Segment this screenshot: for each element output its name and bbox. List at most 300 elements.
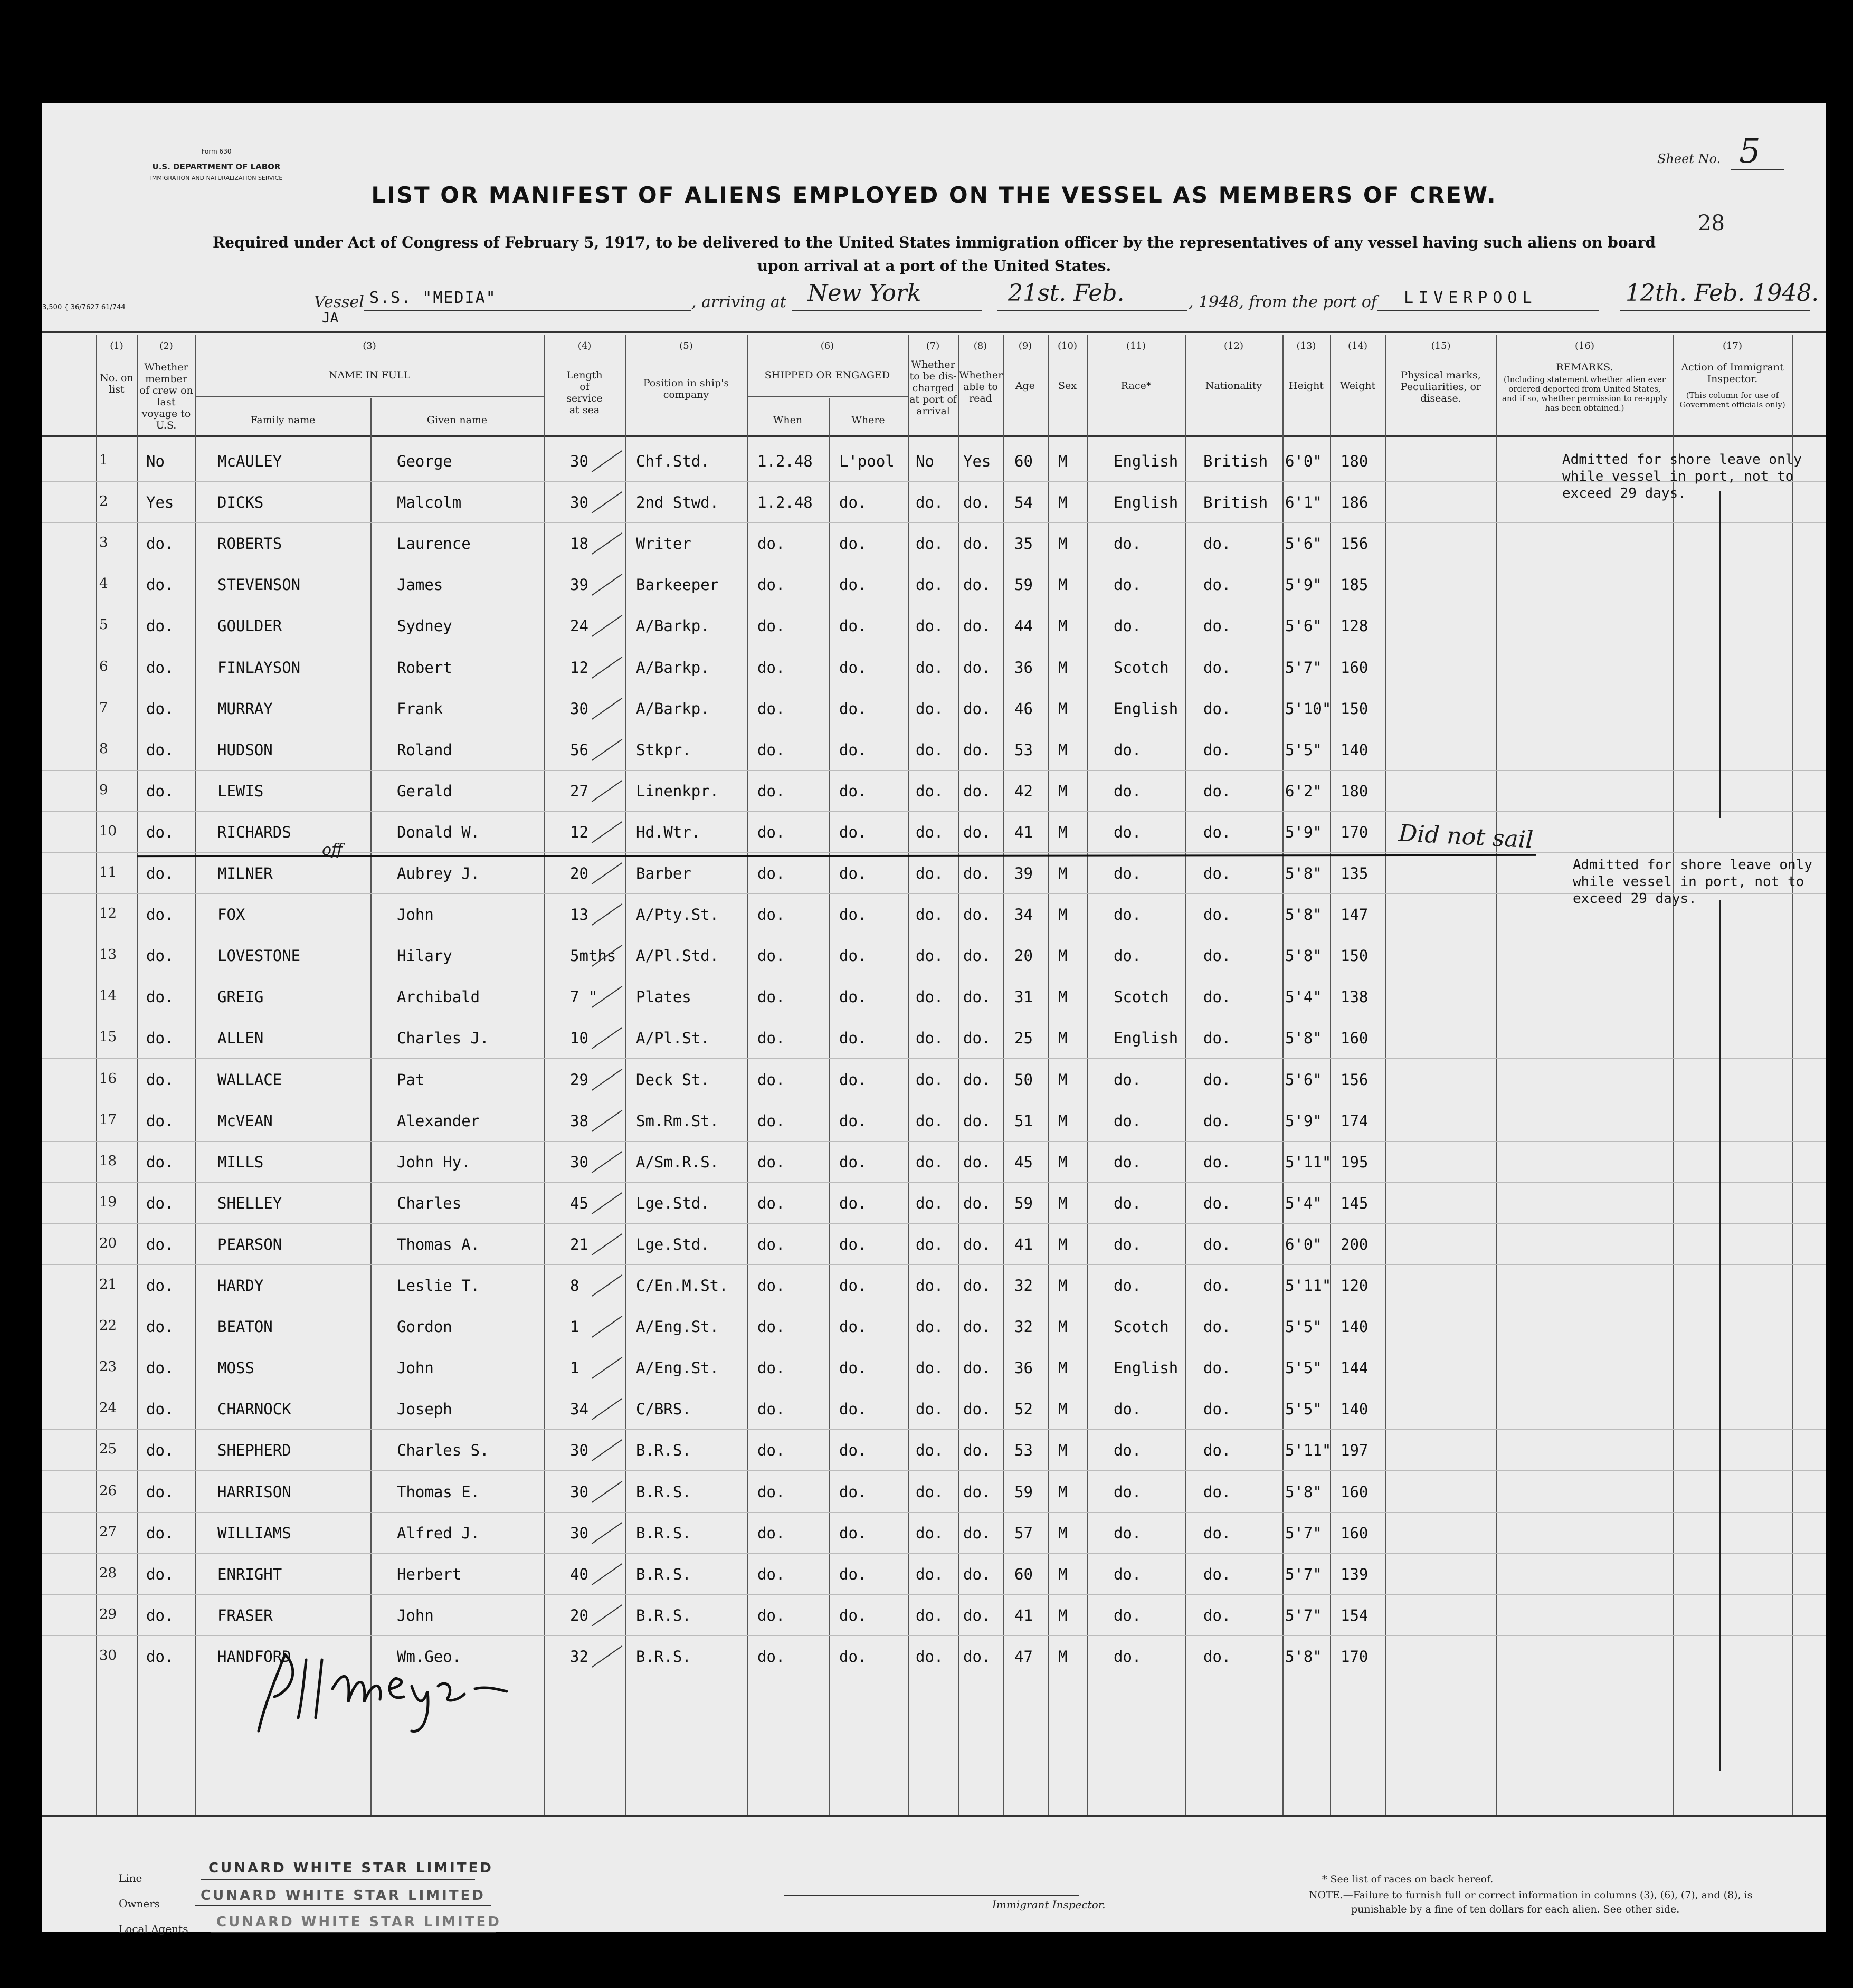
col-num: (15) <box>1431 340 1451 351</box>
when-cell: do. <box>757 1112 785 1130</box>
tally-mark <box>592 1357 622 1379</box>
where-cell: do. <box>839 782 867 800</box>
age-cell: 36 <box>1014 1359 1033 1377</box>
crew-cell: No <box>146 452 165 470</box>
weight-cell: 174 <box>1341 1112 1369 1130</box>
header-when: When <box>773 414 803 426</box>
inspector-label: Immigrant Inspector. <box>992 1898 1106 1911</box>
weight-cell: 156 <box>1341 535 1369 553</box>
height-cell: 5'8" <box>1285 906 1322 924</box>
service-cell: 1 <box>570 1318 579 1336</box>
nationality-cell: British <box>1203 452 1268 470</box>
col-num: (10) <box>1058 340 1077 351</box>
crew-cell: do. <box>146 576 174 594</box>
service-cell: 5mths <box>570 947 616 965</box>
crew-cell: do. <box>146 1565 174 1583</box>
rownum: 27 <box>99 1524 117 1540</box>
where-cell: do. <box>839 1194 867 1212</box>
agents-company: CUNARD WHITE STAR LIMITED <box>216 1914 501 1930</box>
when-cell: do. <box>757 741 785 759</box>
rownum: 23 <box>99 1359 117 1375</box>
weight-cell: 180 <box>1341 782 1369 800</box>
subtitle-line-1: Required under Act of Congress of February 5, 1917, to be delivered to the United States immigration officer by the representatives of any vessel having such aliens on board <box>213 234 1656 251</box>
tally-mark <box>592 1151 622 1173</box>
given-name-cell: Charles S. <box>397 1441 489 1459</box>
table-row <box>42 812 1826 853</box>
discharge-cell: do. <box>916 1318 944 1336</box>
table-row <box>42 1142 1826 1183</box>
tally-mark <box>592 903 622 926</box>
weight-cell: 154 <box>1341 1606 1369 1624</box>
nationality-cell: do. <box>1203 1648 1231 1666</box>
arriving-label: , arriving at <box>691 293 786 311</box>
position-cell: A/Eng.St. <box>636 1318 719 1336</box>
position-cell: Hd.Wtr. <box>636 823 701 841</box>
age-cell: 42 <box>1014 782 1033 800</box>
race-cell: do. <box>1114 906 1142 924</box>
height-cell: 5'9" <box>1285 1112 1322 1130</box>
header-sex: Sex <box>1058 380 1077 392</box>
table-row <box>42 1347 1826 1388</box>
col-num: (11) <box>1126 340 1146 351</box>
height-cell: 5'9" <box>1285 823 1322 841</box>
height-cell: 5'7" <box>1285 1524 1322 1542</box>
discharge-cell: do. <box>916 700 944 718</box>
crew-cell: do. <box>146 659 174 677</box>
sex-cell: M <box>1058 906 1068 924</box>
nationality-cell: do. <box>1203 864 1231 882</box>
race-cell: do. <box>1114 617 1142 635</box>
read-cell: do. <box>963 1606 991 1624</box>
given-name-cell: Alexander <box>397 1112 480 1130</box>
given-name-cell: Charles J. <box>397 1029 489 1047</box>
service-cell: 7 " <box>570 988 598 1006</box>
weight-cell: 140 <box>1341 1400 1369 1418</box>
crew-cell: do. <box>146 1277 174 1295</box>
sex-cell: M <box>1058 1648 1068 1666</box>
given-name-cell: Thomas A. <box>397 1235 480 1253</box>
when-cell: do. <box>757 535 785 553</box>
given-name-cell: Alfred J. <box>397 1524 480 1542</box>
table-row <box>42 564 1826 605</box>
height-cell: 5'5" <box>1285 1359 1322 1377</box>
read-cell: do. <box>963 1235 991 1253</box>
header-discharged: Whether to be dis- charged at port of arrival <box>909 359 957 417</box>
service-cell: 30 <box>570 452 588 470</box>
tally-mark <box>592 1563 622 1585</box>
family-name-cell: MILLS <box>217 1153 264 1171</box>
sex-cell: M <box>1058 700 1068 718</box>
given-name-cell: Leslie T. <box>397 1277 480 1295</box>
read-cell: do. <box>963 1318 991 1336</box>
when-cell: 1.2.48 <box>757 452 813 470</box>
where-cell: do. <box>839 1235 867 1253</box>
family-name-cell: LOVESTONE <box>217 947 301 965</box>
family-name-cell: WILLIAMS <box>217 1524 291 1542</box>
signature <box>253 1639 596 1744</box>
header-height: Height <box>1289 380 1324 392</box>
position-cell: A/Sm.R.S. <box>636 1153 719 1171</box>
sex-cell: M <box>1058 1277 1068 1295</box>
weight-cell: 160 <box>1341 659 1369 677</box>
when-cell: 1.2.48 <box>757 493 813 511</box>
table-row <box>42 688 1826 729</box>
discharge-cell: do. <box>916 1359 944 1377</box>
sheet-number: 5 <box>1739 132 1761 171</box>
read-cell: do. <box>963 1112 991 1130</box>
crew-cell: do. <box>146 1648 174 1666</box>
when-cell: do. <box>757 1606 785 1624</box>
crew-cell: do. <box>146 1235 174 1253</box>
crew-cell: do. <box>146 700 174 718</box>
read-cell: do. <box>963 493 991 511</box>
table-row <box>42 1183 1826 1224</box>
position-cell: B.R.S. <box>636 1648 691 1666</box>
race-cell: English <box>1114 452 1179 470</box>
header-weight: Weight <box>1339 380 1376 392</box>
given-name-cell: Wm.Geo. <box>397 1648 462 1666</box>
discharge-cell: do. <box>916 1606 944 1624</box>
tally-mark <box>592 1027 622 1049</box>
when-cell: do. <box>757 1318 785 1336</box>
service-cell: 30 <box>570 1524 588 1542</box>
sex-cell: M <box>1058 493 1068 511</box>
weight-cell: 186 <box>1341 493 1369 511</box>
crew-cell: do. <box>146 1029 174 1047</box>
discharge-cell: do. <box>916 1194 944 1212</box>
weight-cell: 128 <box>1341 617 1369 635</box>
crew-cell: do. <box>146 1606 174 1624</box>
age-cell: 53 <box>1014 741 1033 759</box>
position-cell: Deck St. <box>636 1071 710 1089</box>
read-cell: do. <box>963 1648 991 1666</box>
race-cell: Scotch <box>1114 1318 1169 1336</box>
col-num: (5) <box>679 340 693 351</box>
read-cell: do. <box>963 576 991 594</box>
page-title: LIST OR MANIFEST OF ALIENS EMPLOYED ON THE VESSEL AS MEMBERS OF CREW. <box>371 182 1497 208</box>
service-cell: 30 <box>570 1441 588 1459</box>
service-cell: 32 <box>570 1648 588 1666</box>
sex-cell: M <box>1058 1441 1068 1459</box>
when-cell: do. <box>757 1400 785 1418</box>
rownum: 3 <box>99 535 108 550</box>
where-cell: do. <box>839 1029 867 1047</box>
when-cell: do. <box>757 1483 785 1501</box>
given-name-cell: Gordon <box>397 1318 452 1336</box>
position-cell: A/Pl.Std. <box>636 947 719 965</box>
service-cell: 27 <box>570 782 588 800</box>
race-cell: do. <box>1114 1606 1142 1624</box>
age-cell: 34 <box>1014 906 1033 924</box>
age-cell: 36 <box>1014 659 1033 677</box>
col-num: (13) <box>1296 340 1316 351</box>
header-shipped: SHIPPED OR ENGAGED <box>764 369 890 381</box>
table-row <box>42 1265 1826 1306</box>
when-cell: do. <box>757 1277 785 1295</box>
given-name-cell: Roland <box>397 741 452 759</box>
arrival-port: New York <box>807 280 921 307</box>
table-row <box>42 729 1826 771</box>
height-cell: 6'0" <box>1285 452 1322 470</box>
weight-cell: 138 <box>1341 988 1369 1006</box>
sex-cell: M <box>1058 947 1068 965</box>
col-num: (6) <box>820 340 834 351</box>
rownum: 12 <box>99 906 117 921</box>
nationality-cell: do. <box>1203 823 1231 841</box>
departure-date: 12th. Feb. 1948. <box>1626 280 1819 307</box>
family-name-cell: ALLEN <box>217 1029 264 1047</box>
service-cell: 8 <box>570 1277 579 1295</box>
given-name-cell: Joseph <box>397 1400 452 1418</box>
family-name-cell: ROBERTS <box>217 535 282 553</box>
family-name-cell: FRASER <box>217 1606 273 1624</box>
col-num: (1) <box>110 340 123 351</box>
weight-cell: 140 <box>1341 741 1369 759</box>
sex-cell: M <box>1058 1483 1068 1501</box>
position-cell: Lge.Std. <box>636 1194 710 1212</box>
crew-cell: do. <box>146 1112 174 1130</box>
when-cell: do. <box>757 1071 785 1089</box>
race-cell: do. <box>1114 1565 1142 1583</box>
when-cell: do. <box>757 1359 785 1377</box>
service-cell: 30 <box>570 1483 588 1501</box>
print-code: 3,500 { 36/7627 61/744 <box>42 303 126 311</box>
service-cell: 21 <box>570 1235 588 1253</box>
service-cell: 38 <box>570 1112 588 1130</box>
discharge-cell: do. <box>916 1277 944 1295</box>
age-cell: 45 <box>1014 1153 1033 1171</box>
family-name-cell: STEVENSON <box>217 576 301 594</box>
read-cell: do. <box>963 1071 991 1089</box>
crew-cell: do. <box>146 535 174 553</box>
given-name-cell: Charles <box>397 1194 462 1212</box>
tally-mark <box>592 780 622 802</box>
header-remarks: REMARKS. <box>1556 362 1613 373</box>
service-cell: 30 <box>570 700 588 718</box>
service-cell: 13 <box>570 906 588 924</box>
rownum: 15 <box>99 1029 117 1045</box>
discharge-cell: do. <box>916 1235 944 1253</box>
given-name-cell: Malcolm <box>397 493 462 511</box>
age-cell: 41 <box>1014 1606 1033 1624</box>
height-cell: 5'5" <box>1285 1400 1322 1418</box>
tally-mark <box>592 739 622 761</box>
nationality-cell: British <box>1203 493 1268 511</box>
position-cell: B.R.S. <box>636 1441 691 1459</box>
family-name-cell: HARDY <box>217 1277 264 1295</box>
family-name-cell: CHARNOCK <box>217 1400 291 1418</box>
given-name-cell: Laurence <box>397 535 471 553</box>
family-name-cell: LEWIS <box>217 782 264 800</box>
sex-cell: M <box>1058 1194 1068 1212</box>
discharge-cell: do. <box>916 1153 944 1171</box>
crew-cell: do. <box>146 1071 174 1089</box>
when-cell: do. <box>757 1235 785 1253</box>
race-cell: Scotch <box>1114 988 1169 1006</box>
when-cell: do. <box>757 906 785 924</box>
owners-company: CUNARD WHITE STAR LIMITED <box>201 1888 486 1904</box>
agents-label: Local Agents <box>119 1923 188 1935</box>
race-cell: do. <box>1114 864 1142 882</box>
rownum: 29 <box>99 1606 117 1622</box>
race-cell: do. <box>1114 741 1142 759</box>
race-cell: do. <box>1114 1524 1142 1542</box>
position-cell: Chf.Std. <box>636 452 710 470</box>
family-name-cell: SHEPHERD <box>217 1441 291 1459</box>
sex-cell: M <box>1058 1565 1068 1583</box>
position-cell: A/Pl.St. <box>636 1029 710 1047</box>
rownum: 6 <box>99 659 108 674</box>
table-row <box>42 976 1826 1017</box>
given-name-cell: Donald W. <box>397 823 480 841</box>
height-cell: 5'5" <box>1285 1318 1322 1336</box>
crew-cell: do. <box>146 1359 174 1377</box>
height-cell: 5'6" <box>1285 1071 1322 1089</box>
given-name-cell: Pat <box>397 1071 425 1089</box>
header-nationality: Nationality <box>1205 380 1262 392</box>
manifest-sheet <box>42 103 1826 1935</box>
col-num: (9) <box>1018 340 1032 351</box>
rownum: 16 <box>99 1071 117 1087</box>
nationality-cell: do. <box>1203 1524 1231 1542</box>
nationality-cell: do. <box>1203 1400 1231 1418</box>
where-cell: do. <box>839 1071 867 1089</box>
col-num: (14) <box>1348 340 1367 351</box>
family-name-cell: McAULEY <box>217 452 282 470</box>
sex-cell: M <box>1058 576 1068 594</box>
age-cell: 41 <box>1014 1235 1033 1253</box>
header-age: Age <box>1015 380 1035 392</box>
crew-cell: do. <box>146 1524 174 1542</box>
when-cell: do. <box>757 1441 785 1459</box>
crew-cell: do. <box>146 741 174 759</box>
header-remarks-note: (Including statement whether alien ever ordered deported from United States, and if so, whether permission to re-apply has been obtained.) <box>1502 375 1667 413</box>
tally-mark <box>592 1316 622 1338</box>
where-cell: do. <box>839 741 867 759</box>
height-cell: 5'8" <box>1285 1029 1322 1047</box>
weight-cell: 144 <box>1341 1359 1369 1377</box>
nationality-cell: do. <box>1203 535 1231 553</box>
discharge-cell: do. <box>916 1441 944 1459</box>
rownum: 21 <box>99 1277 117 1292</box>
age-cell: 59 <box>1014 1194 1033 1212</box>
when-cell: do. <box>757 864 785 882</box>
weight-cell: 140 <box>1341 1318 1369 1336</box>
race-cell: do. <box>1114 1071 1142 1089</box>
table-row <box>42 1059 1826 1100</box>
age-cell: 39 <box>1014 864 1033 882</box>
table-row <box>42 1306 1826 1347</box>
read-cell: do. <box>963 782 991 800</box>
rownum: 2 <box>99 493 108 509</box>
race-cell: do. <box>1114 1277 1142 1295</box>
header-action: Action of Immigrant Inspector. <box>1681 362 1784 385</box>
weight-cell: 195 <box>1341 1153 1369 1171</box>
position-cell: A/Barkp. <box>636 700 710 718</box>
discharge-cell: No <box>916 452 934 470</box>
position-cell: Linenkpr. <box>636 782 719 800</box>
position-cell: Writer <box>636 535 691 553</box>
col-num: (3) <box>363 340 376 351</box>
subtitle-line-2: upon arrival at a port of the United States. <box>757 257 1111 274</box>
height-cell: 6'1" <box>1285 493 1322 511</box>
family-name-cell: GREIG <box>217 988 264 1006</box>
table-row <box>42 441 1826 482</box>
weight-cell: 139 <box>1341 1565 1369 1583</box>
age-cell: 46 <box>1014 700 1033 718</box>
header-where: Where <box>851 414 885 426</box>
tally-mark <box>592 532 622 555</box>
where-cell: do. <box>839 617 867 635</box>
tally-mark <box>592 1398 622 1420</box>
col-num: (2) <box>159 340 173 351</box>
row10-off-note: off <box>322 841 343 859</box>
given-name-cell: Sydney <box>397 617 452 635</box>
height-cell: 5'8" <box>1285 1483 1322 1501</box>
discharge-cell: do. <box>916 1029 944 1047</box>
rownum: 30 <box>99 1648 117 1663</box>
table-row <box>42 1513 1826 1554</box>
col-num: (17) <box>1723 340 1742 351</box>
where-cell: do. <box>839 659 867 677</box>
remarks-admit-1: Admitted for shore leave only while vessel in port, not to exceed 29 days. <box>1562 452 1802 501</box>
family-name-cell: MURRAY <box>217 700 273 718</box>
position-cell: Plates <box>636 988 691 1006</box>
tally-mark <box>592 821 622 843</box>
nationality-cell: do. <box>1203 782 1231 800</box>
weight-cell: 160 <box>1341 1483 1369 1501</box>
sex-cell: M <box>1058 823 1068 841</box>
when-cell: do. <box>757 1565 785 1583</box>
vessel-code: JA <box>322 310 339 326</box>
race-cell: English <box>1114 493 1179 511</box>
weight-cell: 145 <box>1341 1194 1369 1212</box>
read-cell: do. <box>963 823 991 841</box>
sheet-label: Sheet No. <box>1657 151 1721 166</box>
race-cell: do. <box>1114 1194 1142 1212</box>
discharge-cell: do. <box>916 947 944 965</box>
weight-cell: 147 <box>1341 906 1369 924</box>
tally-mark <box>592 1522 622 1544</box>
read-cell: do. <box>963 1153 991 1171</box>
height-cell: 5'8" <box>1285 1648 1322 1666</box>
read-cell: Yes <box>963 452 991 470</box>
age-cell: 32 <box>1014 1277 1033 1295</box>
when-cell: do. <box>757 947 785 965</box>
position-cell: Lge.Std. <box>636 1235 710 1253</box>
read-cell: do. <box>963 617 991 635</box>
year-from-label: , 1948, from the port of <box>1189 293 1377 311</box>
nationality-cell: do. <box>1203 1483 1231 1501</box>
age-cell: 25 <box>1014 1029 1033 1047</box>
rownum: 18 <box>99 1153 117 1169</box>
read-cell: do. <box>963 947 991 965</box>
nationality-cell: do. <box>1203 659 1231 677</box>
where-cell: do. <box>839 1277 867 1295</box>
crew-cell: do. <box>146 988 174 1006</box>
family-name-cell: SHELLEY <box>217 1194 282 1212</box>
table-row <box>42 1471 1826 1513</box>
height-cell: 5'6" <box>1285 617 1322 635</box>
nationality-cell: do. <box>1203 1565 1231 1583</box>
family-name-cell: MOSS <box>217 1359 254 1377</box>
read-cell: do. <box>963 988 991 1006</box>
height-cell: 5'8" <box>1285 864 1322 882</box>
family-name-cell: BEATON <box>217 1318 273 1336</box>
weight-cell: 180 <box>1341 452 1369 470</box>
service-cell: 40 <box>570 1565 588 1583</box>
position-cell: C/BRS. <box>636 1400 691 1418</box>
